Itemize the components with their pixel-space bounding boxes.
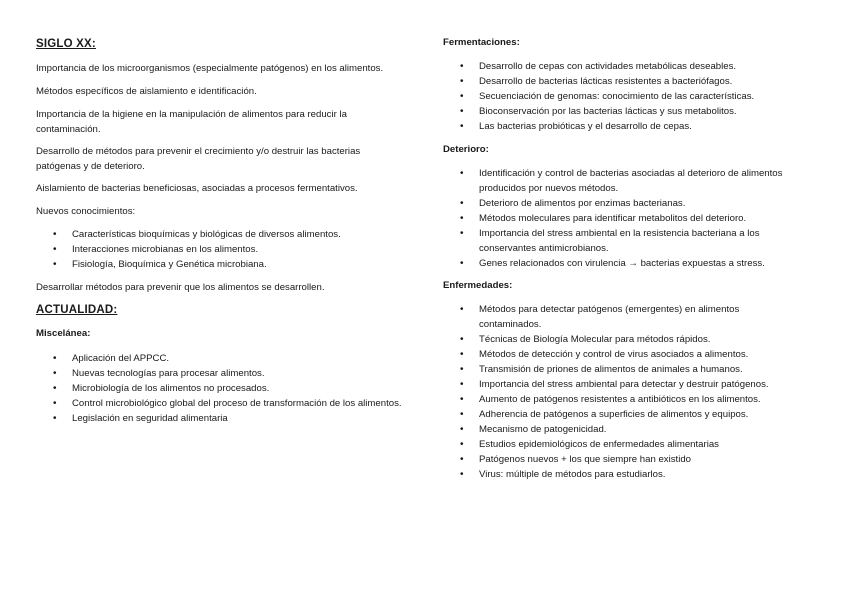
miscelanea-heading: Miscelánea:	[36, 328, 91, 339]
list-item: • Mecanismo de patogenicidad.	[460, 424, 607, 435]
bullet-icon: •	[460, 61, 464, 72]
desarrollar-paragraph: Desarrollar métodos para prevenir que los alimentos se desarrollen.	[36, 282, 325, 293]
list-item: • Interacciones microbianas en los alimentos.	[53, 244, 259, 255]
actualidad-heading: ACTUALIDAD:	[36, 304, 118, 316]
bullet-icon: •	[460, 304, 464, 315]
list-item: • Desarrollo de cepas con actividades metabólicas deseables.	[460, 61, 737, 72]
list-item: • Genes relacionados con virulencia → bacterias expuestas a stress.	[460, 258, 765, 269]
bullet-icon: •	[460, 454, 464, 465]
nuevos-conocimientos-list	[53, 227, 412, 272]
siglo-paragraph: Importancia de la higiene en la manipulación de alimentos para reducir la contaminación.	[36, 109, 347, 135]
bullet-icon: •	[460, 379, 464, 390]
bullet-icon: •	[53, 413, 57, 424]
bullet-icon: •	[460, 106, 464, 117]
bullet-icon: •	[460, 198, 464, 209]
list-item: • Características bioquímicas y biológicas de diversos alimentos.	[53, 229, 341, 240]
bullet-icon: •	[460, 168, 464, 179]
list-item: • Bioconservación por las bacterias lácticas y sus metabolitos.	[460, 106, 737, 117]
list-item: • Desarrollo de bacterias lácticas resistentes a bacteriófagos.	[460, 76, 733, 87]
deterioro-heading: Deterioro:	[443, 144, 489, 155]
list-item: • Nuevas tecnologías para procesar alimentos.	[53, 368, 265, 379]
bullet-icon: •	[53, 383, 57, 394]
list-item: • Importancia del stress ambiental en la resistencia bacteriana a los conservantes antimicrobianos.	[460, 228, 760, 254]
bullet-icon: •	[460, 91, 464, 102]
bullet-icon: •	[460, 334, 464, 345]
miscelanea-list	[53, 351, 416, 426]
bullet-icon: •	[460, 469, 464, 480]
siglo-xx-heading: SIGLO XX:	[36, 38, 96, 50]
list-item: • Identificación y control de bacterias asociadas al deterioro de alimentos producidos por nuevos métodos.	[460, 168, 783, 194]
siglo-paragraph: Métodos específicos de aislamiento e identificación.	[36, 86, 257, 97]
bullet-icon: •	[460, 213, 464, 224]
list-item: • Métodos moleculares para identificar metabolitos del deterioro.	[460, 213, 747, 224]
list-item: • Aumento de patógenos resistentes a antibióticos en los alimentos.	[460, 394, 761, 405]
bullet-icon: •	[460, 349, 464, 360]
bullet-icon: •	[460, 439, 464, 450]
siglo-paragraph: Importancia de los microorganismos (especialmente patógenos) en los alimentos.	[36, 63, 384, 74]
list-item: • Control microbiológico global del proceso de transformación de los alimentos.	[53, 398, 402, 409]
list-item: • Legislación en seguridad alimentaria	[53, 413, 228, 424]
siglo-paragraph: Aislamiento de bacterias beneficiosas, asociadas a procesos fermentativos.	[36, 183, 358, 194]
bullet-icon: •	[53, 229, 57, 240]
list-item: • Microbiología de los alimentos no procesados.	[53, 383, 270, 394]
bullet-icon: •	[460, 258, 464, 269]
bullet-icon: •	[460, 364, 464, 375]
list-item: • Métodos de detección y control de virus asociados a alimentos.	[460, 349, 749, 360]
bullet-icon: •	[460, 228, 464, 239]
list-item: • Adherencia de patógenos a superficies de alimentos y equipos.	[460, 409, 749, 420]
bullet-icon: •	[460, 76, 464, 87]
bullet-icon: •	[460, 394, 464, 405]
bullet-icon: •	[53, 368, 57, 379]
list-item: • Las bacterias probióticas y el desarrollo de cepas.	[460, 121, 692, 132]
bullet-icon: •	[53, 353, 57, 364]
enfermedades-heading: Enfermedades:	[443, 280, 513, 291]
bullet-icon: •	[460, 409, 464, 420]
list-item: • Métodos para detectar patógenos (emergentes) en alimentos contaminados.	[460, 304, 740, 330]
bullet-icon: •	[53, 244, 57, 255]
list-item: • Estudios epidemiológicos de enfermedades alimentarias	[460, 439, 719, 450]
list-item: • Patógenos nuevos + los que siempre han existido	[460, 454, 691, 465]
siglo-paragraph: Nuevos conocimientos:	[36, 206, 136, 217]
fermentaciones-list	[460, 59, 823, 134]
bullet-icon: •	[53, 259, 57, 270]
list-item: • Importancia del stress ambiental para detectar y destruir patógenos.	[460, 379, 769, 390]
fermentaciones-heading: Fermentaciones:	[443, 37, 520, 48]
list-item: • Técnicas de Biología Molecular para métodos rápidos.	[460, 334, 711, 345]
deterioro-list	[460, 166, 811, 271]
siglo-paragraph: Desarrollo de métodos para prevenir el crecimiento y/o destruir las bacterias patógenas y de deterioro.	[36, 146, 361, 172]
bullet-icon: •	[460, 424, 464, 435]
list-item: • Fisiología, Bioquímica y Genética microbiana.	[53, 259, 267, 270]
list-item: • Aplicación del APPCC.	[53, 353, 170, 364]
enfermedades-list	[460, 302, 797, 482]
list-item: • Deterioro de alimentos por enzimas bacterianas.	[460, 198, 686, 209]
list-item: • Secuenciación de genomas: conocimiento de las características.	[460, 91, 755, 102]
list-item: • Transmisión de priones de alimentos de animales a humanos.	[460, 364, 743, 375]
bullet-icon: •	[460, 121, 464, 132]
bullet-icon: •	[53, 398, 57, 409]
list-item: • Virus: múltiple de métodos para estudiarlos.	[460, 469, 666, 480]
